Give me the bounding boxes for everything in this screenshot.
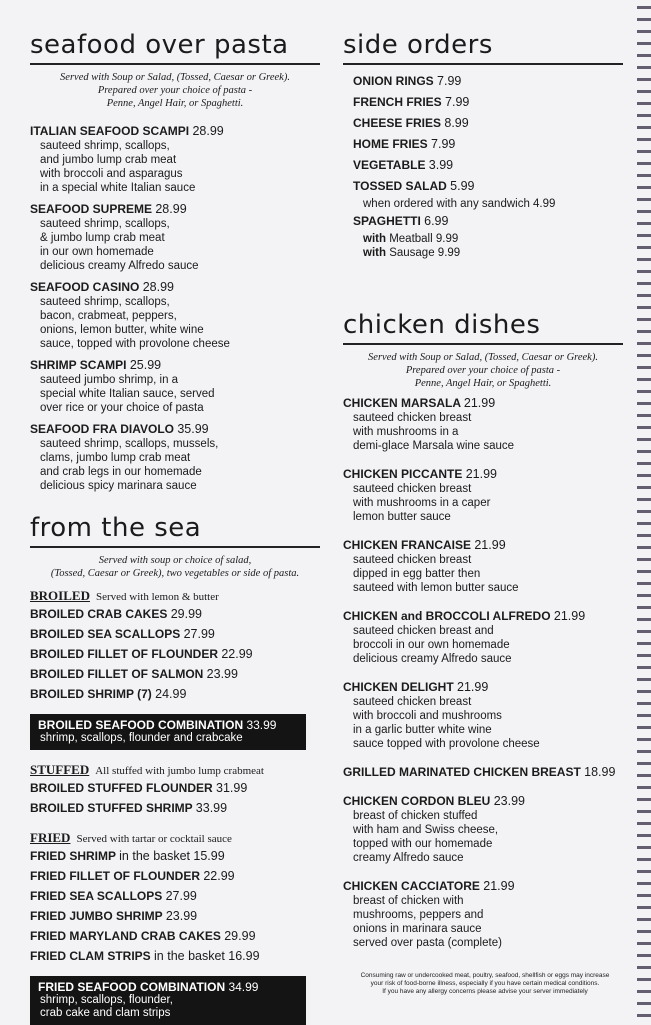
item-title: CHICKEN DELIGHT xyxy=(343,680,454,694)
item-description-line: sauce topped with provolone cheese xyxy=(353,738,540,750)
item-title: CHICKEN CACCIATORE xyxy=(343,879,480,893)
option-text: Sausage 9.99 xyxy=(389,247,461,259)
item-price: 28.99 xyxy=(192,124,224,138)
item-name xyxy=(343,538,623,553)
item-name xyxy=(343,211,623,232)
item-description-line: sauce, topped with provolone cheese xyxy=(40,338,230,350)
menu-item xyxy=(30,906,320,926)
menu-item xyxy=(30,778,320,798)
side-order-item xyxy=(343,134,623,155)
item-title: SPAGHETTI xyxy=(353,214,421,228)
item-price: 3.99 xyxy=(428,158,454,172)
item-price: 21.99 xyxy=(474,538,506,552)
item-title: BROILED SHRIMP (7) xyxy=(30,687,152,701)
from-sea-title: from the sea xyxy=(30,513,320,548)
item-price: 8.99 xyxy=(444,116,469,130)
item-name xyxy=(343,134,623,155)
item-title: FRIED JUMBO SHRIMP xyxy=(30,909,163,923)
right-column xyxy=(343,30,623,950)
menu-item xyxy=(30,798,320,818)
broiled-combo: BROILED SEAFOOD COMBINATION 33.99 shrimp, scallops, flounder and crabcake xyxy=(30,714,306,750)
item-price: 31.99 xyxy=(216,781,248,795)
item-price: 23.99 xyxy=(206,667,238,681)
item-description-line: topped with our homemade xyxy=(353,838,493,850)
item-option xyxy=(343,232,623,246)
menu-item xyxy=(30,926,320,946)
item-title: FRIED FILLET OF FLOUNDER xyxy=(30,869,200,883)
menu-item xyxy=(343,396,623,453)
item-title: VEGETABLE xyxy=(353,158,426,172)
item-name xyxy=(343,879,623,894)
item-name xyxy=(343,71,623,92)
item-description-line: breast of chicken stuffed xyxy=(353,810,478,822)
menu-item xyxy=(30,202,320,273)
menu-item xyxy=(30,866,320,886)
item-description-line: delicious creamy Alfredo sauce xyxy=(353,653,512,665)
item-name xyxy=(343,680,623,695)
menu-item xyxy=(30,604,320,624)
item-description-line: sauteed chicken breast xyxy=(353,483,472,495)
item-price: 22.99 xyxy=(221,647,253,661)
item-name xyxy=(343,92,623,113)
item-price: 29.99 xyxy=(224,929,256,943)
item-description-line: breast of chicken with xyxy=(353,895,464,907)
item-title: CHICKEN FRANCAISE xyxy=(343,538,472,552)
item-name xyxy=(30,358,320,373)
item-description-line: onions in marinara sauce xyxy=(353,923,482,935)
item-title: FRIED SEA SCALLOPS xyxy=(30,889,163,903)
item-name xyxy=(343,396,623,411)
seafood-pasta-list xyxy=(30,124,320,493)
item-name xyxy=(343,794,623,809)
item-title: CHEESE FRIES xyxy=(353,116,442,130)
item-description-line: onions, lemon butter, white wine xyxy=(40,324,204,336)
item-price: 23.99 xyxy=(493,794,525,808)
item-price: 28.99 xyxy=(155,202,187,216)
item-price: 6.99 xyxy=(424,214,449,228)
menu-item xyxy=(30,664,320,684)
item-description-line: sauteed shrimp, scallops, mussels, xyxy=(40,438,219,450)
item-name xyxy=(30,124,320,139)
item-description-line: sauteed with lemon butter sauce xyxy=(353,582,519,594)
item-description-line: with ham and Swiss cheese, xyxy=(353,824,499,836)
item-description-line: in our own homemade xyxy=(40,246,154,258)
item-title: CHICKEN MARSALA xyxy=(343,396,461,410)
item-title: BROILED FILLET OF FLOUNDER xyxy=(30,647,218,661)
side-order-item xyxy=(343,71,623,92)
menu-item xyxy=(30,946,320,966)
item-name xyxy=(343,765,623,780)
item-description-line: with broccoli and mushrooms xyxy=(353,710,502,722)
item-description-line: delicious creamy Alfredo sauce xyxy=(40,260,199,272)
item-price: 25.99 xyxy=(129,358,162,372)
option-prefix: with xyxy=(363,233,386,245)
item-description-line: with mushrooms in a caper xyxy=(353,497,491,509)
item-title: BROILED CRAB CAKES xyxy=(30,607,168,621)
menu-item xyxy=(343,467,623,524)
item-description-line: sauteed jumbo shrimp, in a xyxy=(40,374,179,386)
side-order-item xyxy=(343,113,623,134)
menu-item xyxy=(30,644,320,664)
menu-item xyxy=(343,765,623,780)
item-title: FRIED SHRIMP xyxy=(30,849,116,863)
side-order-item xyxy=(343,92,623,113)
item-description-line: lemon butter sauce xyxy=(353,511,451,523)
item-price: 7.99 xyxy=(431,137,456,151)
fried-header: FRIED Served with tartar or cocktail sauce xyxy=(30,830,232,845)
item-title: SEAFOOD SUPREME xyxy=(30,202,153,216)
item-description-line: sauteed shrimp, scallops, xyxy=(40,296,170,308)
item-price: 5.99 xyxy=(450,179,475,193)
item-title: SEAFOOD CASINO xyxy=(30,280,140,294)
item-price: 35.99 xyxy=(177,422,209,436)
menu-item xyxy=(343,680,623,751)
item-title: FRENCH FRIES xyxy=(353,95,442,109)
menu-item xyxy=(343,794,623,865)
item-description-line: sauteed chicken breast xyxy=(353,696,472,708)
item-price: 21.99 xyxy=(457,680,489,694)
menu-item xyxy=(30,124,320,195)
menu-item xyxy=(30,684,320,704)
stuffed-header: STUFFED All stuffed with jumbo lump crabmeat xyxy=(30,762,264,777)
item-option xyxy=(343,246,623,260)
seafood-pasta-title: seafood over pasta xyxy=(30,30,320,65)
side-order-item xyxy=(343,211,623,260)
item-title: FRIED CLAM STRIPS xyxy=(30,949,151,963)
option-text: Meatball 9.99 xyxy=(389,233,459,245)
item-title: SEAFOOD FRA DIAVOLO xyxy=(30,422,174,436)
item-description-line: delicious spicy marinara sauce xyxy=(40,480,197,492)
item-price: 7.99 xyxy=(437,74,462,88)
item-name xyxy=(343,467,623,482)
stuffed-list xyxy=(30,778,320,818)
item-title: BROILED FILLET OF SALMON xyxy=(30,667,204,681)
side-order-item xyxy=(343,155,623,176)
menu-item xyxy=(343,538,623,595)
menu-item xyxy=(343,879,623,950)
item-description-line: sauteed shrimp, scallops, xyxy=(40,218,170,230)
item-name xyxy=(343,609,623,624)
item-price: 21.99 xyxy=(483,879,515,893)
menu-item xyxy=(30,358,320,415)
item-description-line: dipped in egg batter then xyxy=(353,568,481,580)
item-description-line: with mushrooms in a xyxy=(353,426,459,438)
item-description-line: served over pasta (complete) xyxy=(353,937,502,949)
item-title: ITALIAN SEAFOOD SCAMPI xyxy=(30,124,190,138)
item-price: 18.99 xyxy=(584,765,616,779)
item-title: GRILLED MARINATED CHICKEN BREAST xyxy=(343,765,581,779)
item-note: in the basket xyxy=(119,849,191,863)
item-title: CHICKEN and BROCCOLI ALFREDO xyxy=(343,609,551,623)
menu-item xyxy=(30,886,320,906)
item-title: BROILED STUFFED FLOUNDER xyxy=(30,781,213,795)
item-option xyxy=(343,197,623,211)
item-description-line: and crab legs in our homemade xyxy=(40,466,202,478)
food-safety-disclaimer: Consuming raw or undercooked meat, poultry, seafood, shellfish or eggs may increase your risk of food-borne illness, especially if you have certain medical conditions. If you have any allergy concerns please advise your server immediately xyxy=(360,972,610,995)
item-title: BROILED SEA SCALLOPS xyxy=(30,627,181,641)
item-price: 24.99 xyxy=(155,687,187,701)
item-name xyxy=(343,155,623,176)
item-price: 21.99 xyxy=(463,396,496,410)
item-title: HOME FRIES xyxy=(353,137,428,151)
item-description-line: sauteed chicken breast xyxy=(353,412,472,424)
item-description-line: sauteed chicken breast and xyxy=(353,625,494,637)
menu-item xyxy=(30,624,320,644)
chicken-list xyxy=(343,396,623,950)
item-title: CHICKEN PICCANTE xyxy=(343,467,463,481)
item-description-line: with broccoli and asparagus xyxy=(40,168,183,180)
item-description-line: sauteed chicken breast xyxy=(353,554,472,566)
option-prefix: with xyxy=(363,247,386,259)
item-price: 22.99 xyxy=(203,869,235,883)
item-price: 29.99 xyxy=(170,607,202,621)
from-sea-subtitle: Served with soup or choice of salad, (Tossed, Caesar or Greek), two vegetables or side of pasta. xyxy=(50,555,300,579)
fried-combo: FRIED SEAFOOD COMBINATION 34.99 shrimp, scallops, flounder, crab cake and clam strips xyxy=(30,976,306,1025)
item-title: FRIED MARYLAND CRAB CAKES xyxy=(30,929,221,943)
item-description-line: over rice or your choice of pasta xyxy=(40,402,204,414)
option-text: when ordered with any sandwich 4.99 xyxy=(363,198,556,210)
item-name xyxy=(30,422,320,437)
spiral-binding xyxy=(637,0,651,1024)
seafood-pasta-subtitle: Served with Soup or Salad, (Tossed, Caesar or Greek). Prepared over your choice of pasta - Penne, Angel Hair, or Spaghetti. xyxy=(60,72,290,109)
item-description-line: creamy Alfredo sauce xyxy=(353,852,464,864)
item-title: SHRIMP SCAMPI xyxy=(30,358,127,372)
item-price: 7.99 xyxy=(445,95,470,109)
chicken-title: chicken dishes xyxy=(343,310,623,345)
side-orders-list xyxy=(343,71,623,260)
menu-item xyxy=(343,609,623,666)
item-description-line: demi-glace Marsala wine sauce xyxy=(353,440,515,452)
item-name xyxy=(30,280,320,295)
item-price: 21.99 xyxy=(465,467,497,481)
item-note: in the basket xyxy=(154,949,225,963)
side-order-item xyxy=(343,176,623,211)
item-price: 21.99 xyxy=(553,609,586,623)
item-description-line: and jumbo lump crab meat xyxy=(40,154,177,166)
item-description-line: mushrooms, peppers and xyxy=(353,909,484,921)
chicken-subtitle: Served with Soup or Salad, (Tossed, Caesar or Greek). Prepared over your choice of pasta - Penne, Angel Hair, or Spaghetti. xyxy=(368,352,598,389)
item-price: 23.99 xyxy=(165,909,198,923)
menu-item xyxy=(30,280,320,351)
item-description-line: bacon, crabmeat, peppers, xyxy=(40,310,177,322)
item-title: TOSSED SALAD xyxy=(353,179,447,193)
menu-item xyxy=(30,846,320,866)
item-name xyxy=(343,176,623,197)
item-title: BROILED STUFFED SHRIMP xyxy=(30,801,193,815)
fried-list xyxy=(30,846,320,966)
left-column xyxy=(30,30,320,1025)
menu-item xyxy=(30,422,320,493)
item-price: 16.99 xyxy=(228,949,260,963)
item-price: 27.99 xyxy=(183,627,215,641)
item-name xyxy=(30,202,320,217)
item-price: 28.99 xyxy=(142,280,174,294)
item-description-line: in a garlic butter white wine xyxy=(353,724,492,736)
item-description-line: & jumbo lump crab meat xyxy=(40,232,165,244)
item-description-line: in a special white Italian sauce xyxy=(40,182,196,194)
item-price: 33.99 xyxy=(195,801,228,815)
item-title: CHICKEN CORDON BLEU xyxy=(343,794,491,808)
item-price: 15.99 xyxy=(193,849,225,863)
item-description-line: sauteed shrimp, scallops, xyxy=(40,140,170,152)
item-name xyxy=(343,113,623,134)
broiled-list xyxy=(30,604,320,704)
broiled-header: BROILED Served with lemon & butter xyxy=(30,588,219,603)
item-title: ONION RINGS xyxy=(353,74,434,88)
item-description-line: broccoli in our own homemade xyxy=(353,639,510,651)
item-description-line: clams, jumbo lump crab meat xyxy=(40,452,191,464)
item-description-line: special white Italian sauce, served xyxy=(40,388,215,400)
side-orders-title: side orders xyxy=(343,30,623,65)
item-price: 27.99 xyxy=(165,889,197,903)
